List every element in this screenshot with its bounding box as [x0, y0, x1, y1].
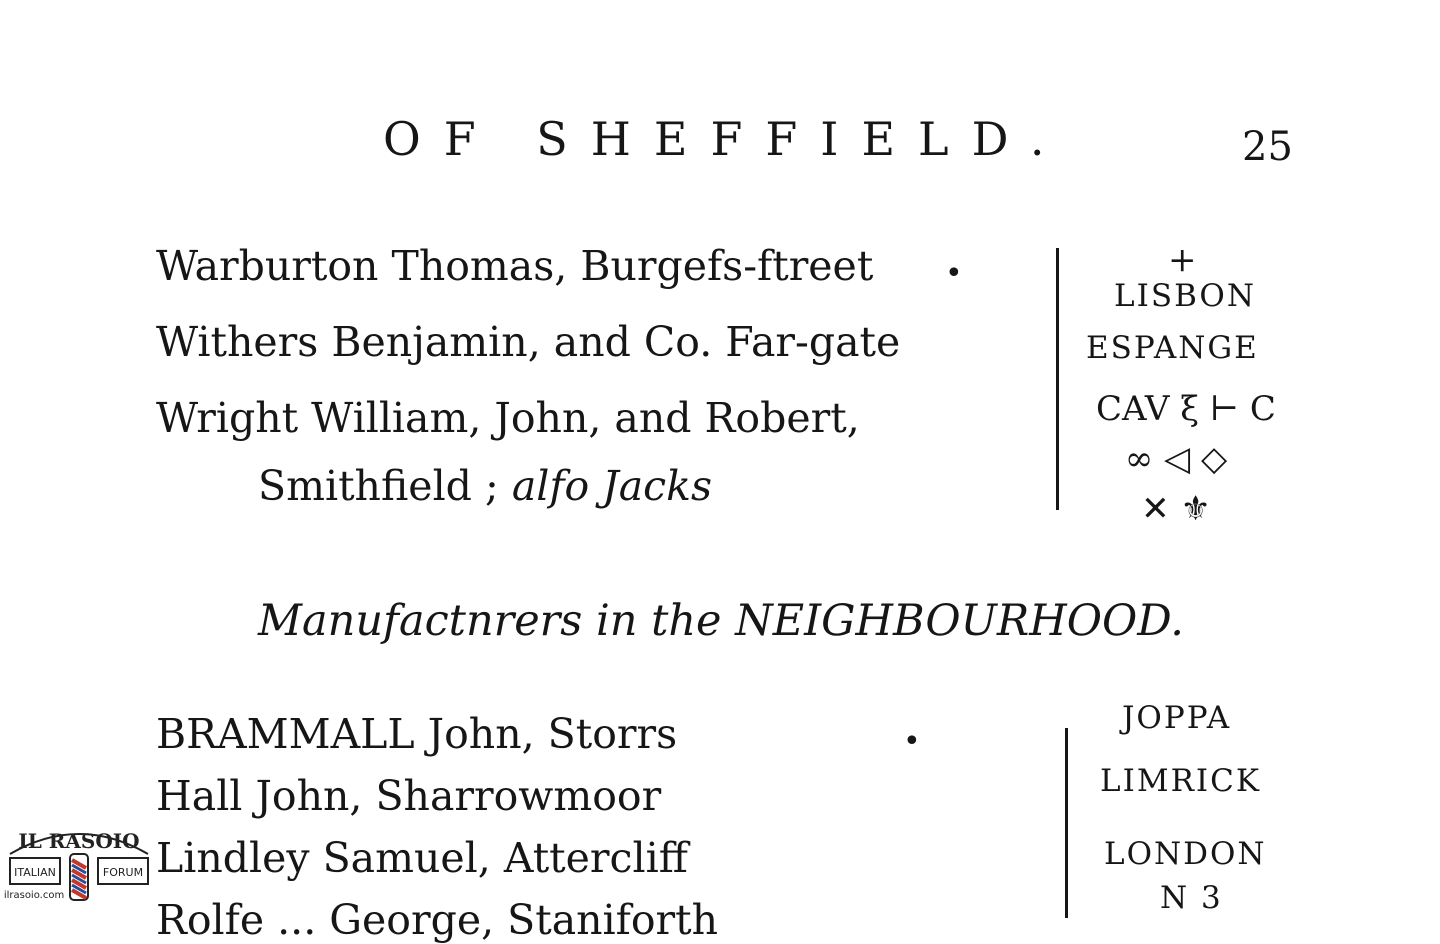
mark-n3: N 3 [1160, 880, 1223, 916]
entry-warburton: Warburton Thomas, Burgefs-ftreet [156, 242, 874, 290]
entry-wright-line2: Smithfield ; [258, 462, 499, 510]
mark-joppa: JOPPA [1122, 700, 1232, 736]
entry-withers: Withers Benjamin, and Co. Far-gate [156, 318, 901, 366]
logo-forum: FORUM [102, 866, 144, 879]
vertical-rule [1065, 728, 1068, 918]
il-rasoio-logo [4, 818, 154, 910]
mark-espange: ESPANGE [1086, 330, 1259, 366]
cross-mark: + [1168, 240, 1199, 280]
symbol-row: ∞ ◁ ◇ [1124, 439, 1228, 479]
symbol-row: CAV ξ ⊢ C [1096, 389, 1276, 429]
mark-limrick: LIMRICK [1100, 763, 1262, 799]
entry-wright-continuation [258, 462, 712, 510]
page-number: 25 [1242, 124, 1293, 170]
page-title: OF SHEFFIELD. [383, 112, 1068, 166]
symbol-row: ✕ ⚜ [1141, 489, 1211, 529]
leader-dot: • [903, 724, 921, 759]
logo-italian: ITALIAN [14, 866, 56, 879]
logo-site: ilrasoio.com [4, 890, 65, 901]
entry-brammall: BRAMMALL John, Storrs [156, 710, 678, 758]
entry-partial: Rolfe ... George, Staniforth [156, 896, 719, 944]
entry-lindley: Lindley Samuel, Attercliff [156, 834, 688, 882]
vertical-rule [1056, 248, 1059, 510]
entry-hall: Hall John, Sharrowmoor [156, 772, 662, 820]
entry-wright: Wright William, John, and Robert, [156, 394, 860, 442]
section-heading: Manufactnrers in the NEIGHBOURHOOD. [258, 596, 1184, 646]
mark-lisbon: LISBON [1114, 278, 1256, 314]
logo-title: IL RASOIO [18, 829, 140, 853]
maker-symbols [1096, 384, 1276, 534]
leader-dot: • [945, 256, 963, 291]
entry-wright-line2-italic: alfo Jacks [511, 462, 713, 510]
mark-london: LONDON [1104, 836, 1267, 872]
